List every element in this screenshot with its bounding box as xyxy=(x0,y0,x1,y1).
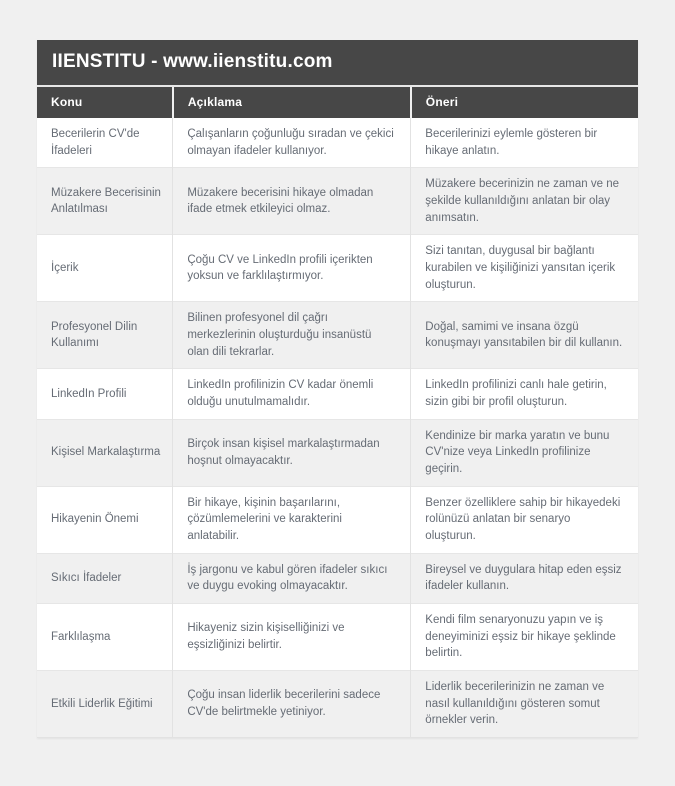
table-row xyxy=(37,604,638,671)
cell-konu: Etkili Liderlik Eğitimi xyxy=(37,671,173,738)
cell-oneri: Becerilerinizi eylemle gösteren bir hikaye anlatın. xyxy=(411,118,638,168)
content-table-container xyxy=(37,40,638,738)
cell-aciklama: Müzakere becerisini hikaye olmadan ifade etmek etkileyici olmaz. xyxy=(173,168,411,235)
table-row xyxy=(37,553,638,603)
cell-konu: Profesyonel Dilin Kullanımı xyxy=(37,302,173,369)
table-row xyxy=(37,302,638,369)
column-header-konu: Konu xyxy=(37,87,173,118)
cell-aciklama: Bilinen profesyonel dil çağrı merkezlerinin oluşturduğu insanüstü olan dili tekrarlar. xyxy=(173,302,411,369)
table-row xyxy=(37,235,638,302)
table-row xyxy=(37,369,638,419)
cell-oneri: Kendi film senaryonuzu yapın ve iş deneyiminizi eşsiz bir hikaye şeklinde belirtin. xyxy=(411,604,638,671)
cell-konu: Becerilerin CV'de İfadeleri xyxy=(37,118,173,168)
table-row xyxy=(37,118,638,168)
table-row xyxy=(37,419,638,486)
cell-oneri: LinkedIn profilinizi canlı hale getirin, sizin gibi bir profil oluşturun. xyxy=(411,369,638,419)
cell-oneri: Sizi tanıtan, duygusal bir bağlantı kurabilen ve kişiliğinizi yansıtan içerik oluşturun. xyxy=(411,235,638,302)
cell-konu: Kişisel Markalaştırma xyxy=(37,419,173,486)
cell-aciklama: Hikayeniz sizin kişiselliğinizi ve eşsizliğinizi belirtir. xyxy=(173,604,411,671)
cell-konu: LinkedIn Profili xyxy=(37,369,173,419)
table-row xyxy=(37,486,638,553)
cell-konu: Sıkıcı İfadeler xyxy=(37,553,173,603)
cell-oneri: Liderlik becerilerinizin ne zaman ve nasıl kullanıldığını gösteren somut örnekler verin. xyxy=(411,671,638,738)
column-header-aciklama: Açıklama xyxy=(173,87,411,118)
advice-table xyxy=(37,87,638,738)
table-header-row xyxy=(37,87,638,118)
cell-oneri: Kendinize bir marka yaratın ve bunu CV'nize veya LinkedIn profilinize geçirin. xyxy=(411,419,638,486)
cell-oneri: Müzakere becerinizin ne zaman ve ne şekilde kullanıldığını anlatan bir olay anımsatın. xyxy=(411,168,638,235)
cell-oneri: Benzer özelliklere sahip bir hikayedeki rolünüzü anlatan bir senaryo oluşturun. xyxy=(411,486,638,553)
cell-oneri: Bireysel ve duygulara hitap eden eşsiz ifadeler kullanın. xyxy=(411,553,638,603)
cell-aciklama: Bir hikaye, kişinin başarılarını, çözümlemelerini ve karakterini anlatabilir. xyxy=(173,486,411,553)
table-row xyxy=(37,168,638,235)
table-row xyxy=(37,671,638,738)
page-title: IIENSTITU - www.iienstitu.com xyxy=(37,40,638,87)
cell-aciklama: İş jargonu ve kabul gören ifadeler sıkıcı ve duygu evoking olmayacaktır. xyxy=(173,553,411,603)
cell-aciklama: LinkedIn profilinizin CV kadar önemli olduğu unutulmamalıdır. xyxy=(173,369,411,419)
cell-aciklama: Çoğu CV ve LinkedIn profili içerikten yoksun ve farklılaştırmıyor. xyxy=(173,235,411,302)
cell-konu: Farklılaşma xyxy=(37,604,173,671)
cell-aciklama: Çoğu insan liderlik becerilerini sadece CV'de belirtmekle yetiniyor. xyxy=(173,671,411,738)
cell-oneri: Doğal, samimi ve insana özgü konuşmayı yansıtabilen bir dil kullanın. xyxy=(411,302,638,369)
cell-konu: Hikayenin Önemi xyxy=(37,486,173,553)
column-header-oneri: Öneri xyxy=(411,87,638,118)
cell-konu: Müzakere Becerisinin Anlatılması xyxy=(37,168,173,235)
table-body xyxy=(37,118,638,738)
cell-konu: İçerik xyxy=(37,235,173,302)
cell-aciklama: Birçok insan kişisel markalaştırmadan hoşnut olmayacaktır. xyxy=(173,419,411,486)
cell-aciklama: Çalışanların çoğunluğu sıradan ve çekici olmayan ifadeler kullanıyor. xyxy=(173,118,411,168)
